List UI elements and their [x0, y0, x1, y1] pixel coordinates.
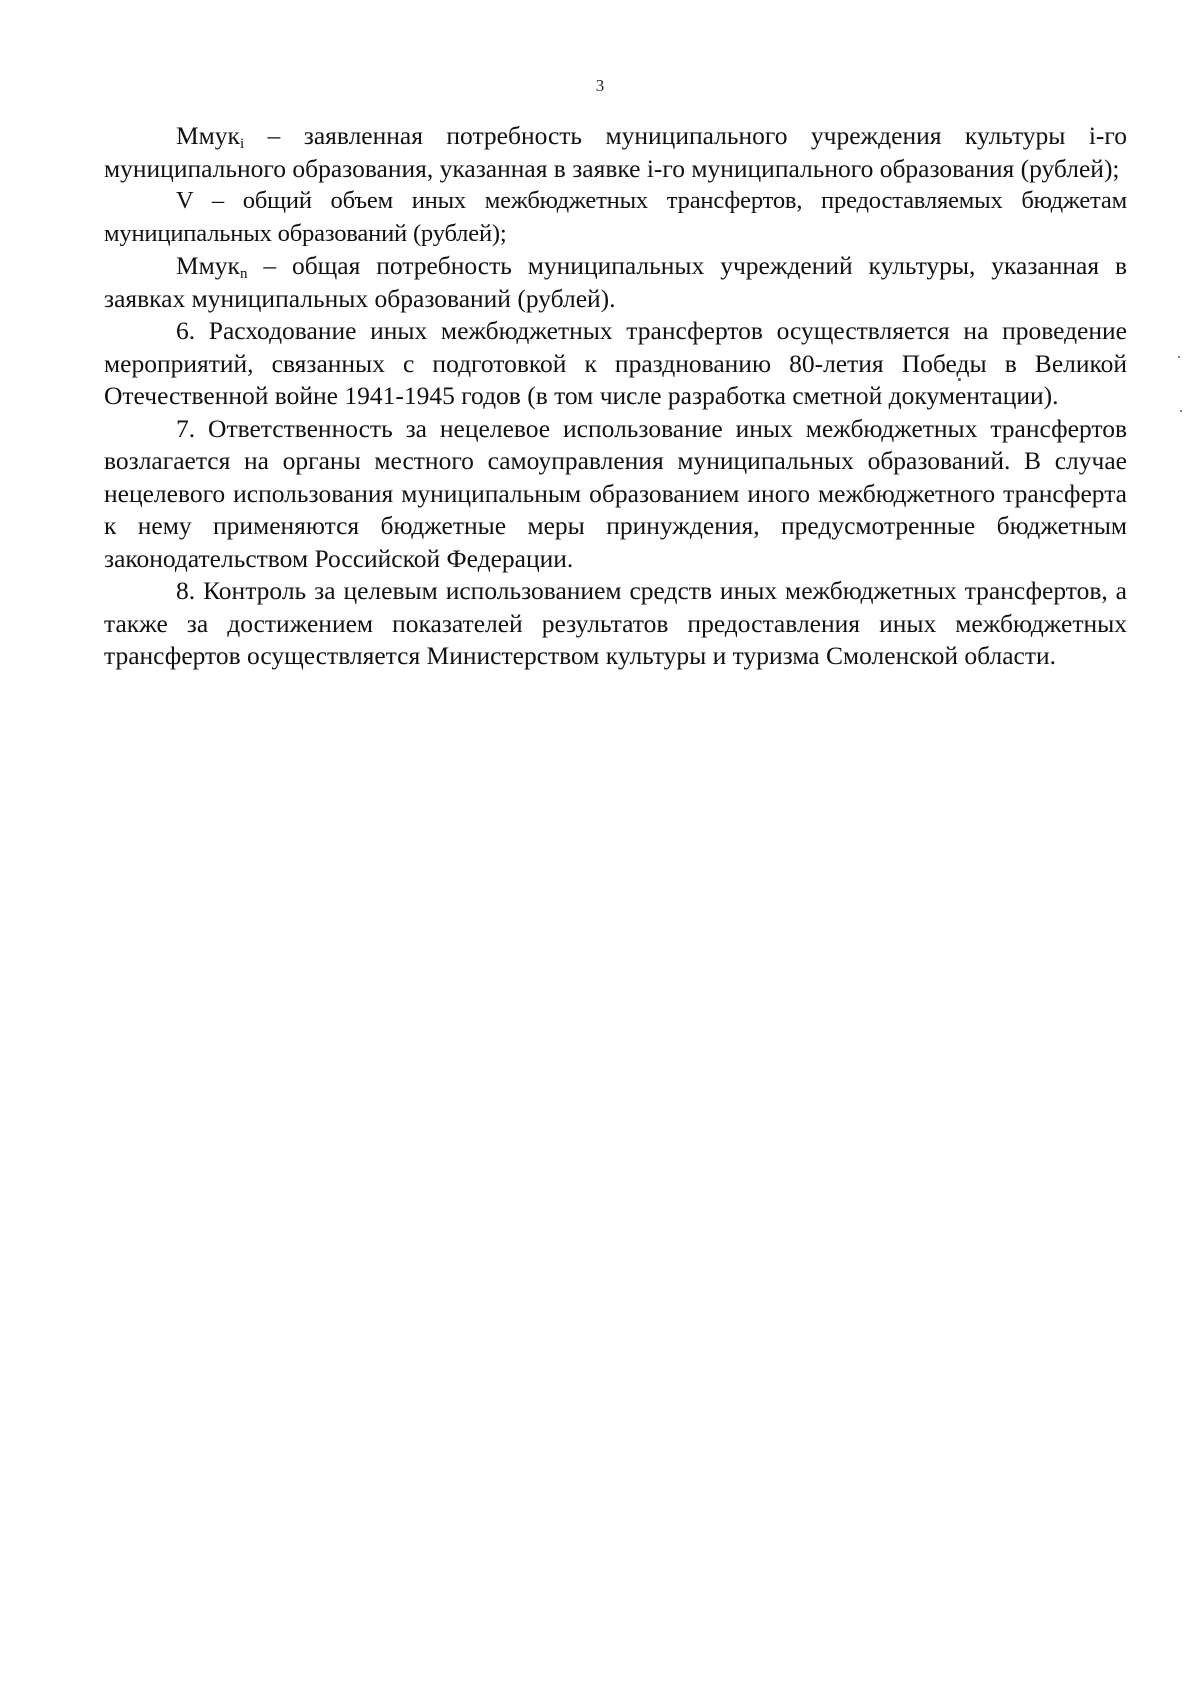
- paragraph-mmuk-n: [104, 250, 1127, 315]
- page-number: 3: [595, 76, 605, 95]
- paragraph-6: 6. Расходование иных межбюджетных трансфертов осуществляется на проведение мероприятий, связанных с подготовкой к празднованию 80-летия Победы в Великой Отечественной войне 1941-1945 годов (в том числе разработка сметной документации).: [104, 316, 1127, 410]
- paragraph-mmuk-i: [104, 120, 1127, 185]
- scan-speck: [1180, 410, 1182, 412]
- formula-symbol: Ммук: [176, 121, 240, 150]
- formula-symbol: Ммук: [176, 251, 240, 280]
- paragraph-8: 8. Контроль за целевым использованием средств иных межбюджетных трансфертов, а также за достижением показателей результатов предоставления иных межбюджетных трансфертов осуществляется Министерством культуры и туризма Смоленской области.: [104, 576, 1127, 670]
- paragraph-7: 7. Ответственность за нецелевое использование иных межбюджетных трансфертов возлагается на органы местного самоуправления муниципальных образований. В случае нецелевого использования муниципальным образованием иного межбюджетного трансферта к нему применяются бюджетные меры принуждения, предусмотренные бюджетным законодательством Российской Федерации.: [104, 413, 1127, 573]
- scan-speck: [958, 378, 961, 381]
- formula-subscript: n: [239, 265, 248, 282]
- paragraph-v: V – общий объем иных межбюджетных трансфертов, предоставляемых бюджетам муниципальных образований (рублей);: [104, 187, 1127, 247]
- paragraph-text: – заявленная потребность муниципального учреждения культуры i-го муниципального образования, указанная в заявке i-го муниципального образования (рублей);: [104, 121, 1127, 183]
- document-body: [104, 120, 1127, 673]
- formula-subscript: i: [239, 135, 245, 152]
- scan-speck: [1178, 356, 1180, 358]
- paragraph-text: – общая потребность муниципальных учреждений культуры, указанная в заявках муниципальных образований (рублей).: [104, 251, 1127, 313]
